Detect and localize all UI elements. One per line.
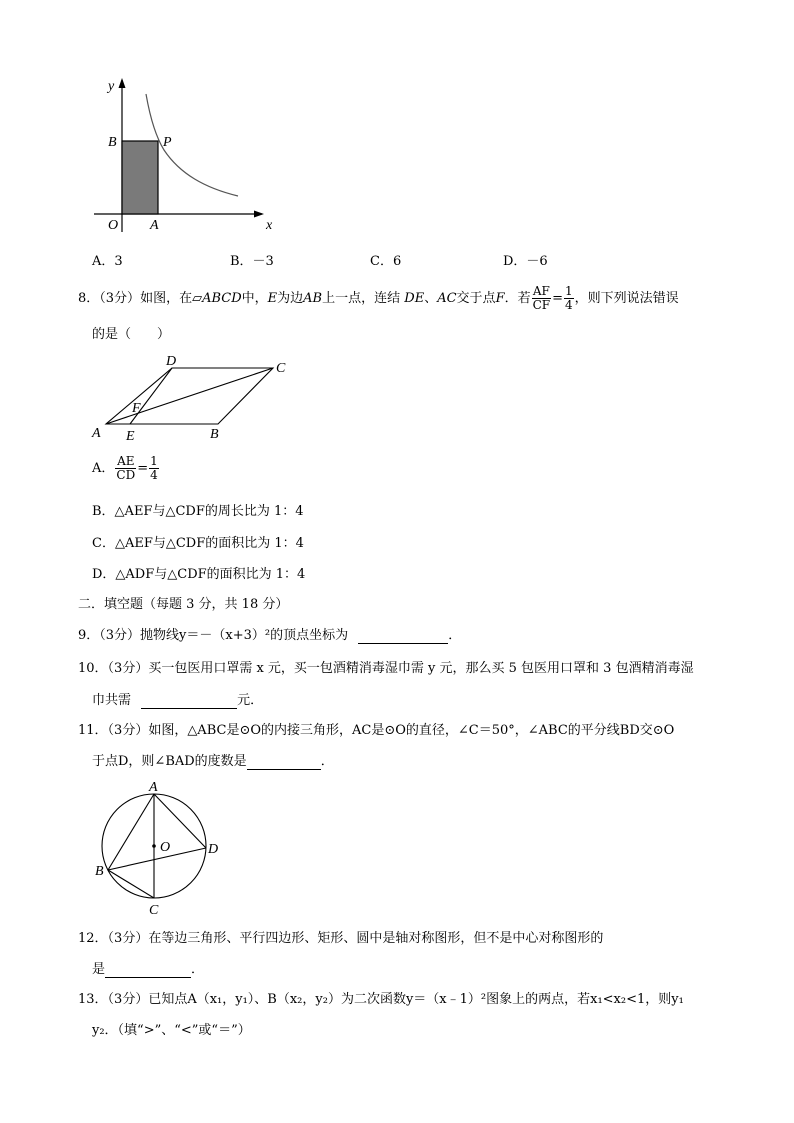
point-label-a: A — [150, 218, 159, 233]
q8-ac: AC — [437, 291, 457, 306]
label-c: C — [276, 361, 286, 376]
q11-figure — [92, 778, 232, 918]
q11-line2-start: 于点D，则∠BAD的度数是 — [92, 754, 247, 769]
q8-text: 、 — [424, 291, 438, 306]
label-b: B — [95, 864, 104, 879]
q8-option-b[interactable]: B．△AEF与△CDF的周长比为 1：4 — [92, 504, 304, 519]
q11-line2-end: ． — [320, 754, 334, 769]
label-a: A — [92, 426, 101, 441]
q8-opt-a-den: CD — [116, 468, 136, 482]
q7-option-a[interactable]: A．3 — [92, 254, 123, 269]
hyperbola-curve — [146, 94, 238, 196]
point-label-b: B — [108, 135, 117, 150]
point-label-o: O — [108, 218, 119, 233]
q8-option-d[interactable]: D．△ADF与△CDF的面积比为 1：4 — [92, 567, 306, 582]
label-d: D — [166, 354, 177, 369]
q11-answer-blank[interactable] — [247, 754, 321, 770]
q8-text: 如图，在▱ — [140, 291, 203, 306]
q8-text: 交于点 — [456, 291, 496, 306]
q8-figure — [88, 352, 298, 444]
q9-stem — [78, 624, 461, 644]
q10-line2-end: 元． — [237, 693, 264, 708]
q9-end: ． — [448, 628, 462, 643]
q8-eq: = — [552, 291, 564, 306]
segment-bc — [108, 870, 154, 898]
label-d: D — [208, 842, 219, 857]
q8-fraction — [532, 285, 552, 312]
label-e: E — [126, 429, 135, 444]
y-axis-arrow — [119, 78, 126, 88]
q10-line2 — [92, 689, 263, 709]
q8-text: ．若 — [504, 291, 531, 306]
q10-line1: 10．（3分）买一包医用口罩需 x 元，买一包酒精消毒湿巾需 y 元，那么买 5 包医用口罩和 3 包酒精消毒湿 — [78, 661, 694, 676]
label-c: C — [149, 903, 159, 918]
segment-ab — [108, 794, 154, 870]
q9-text: 9．（3分）抛物线y＝－（x+3）²的顶点坐标为 — [78, 628, 349, 643]
q8-de: DE — [404, 291, 425, 306]
q8-number: 8． — [78, 291, 100, 306]
q8-text: 上一点，连结 — [322, 291, 401, 306]
q7-option-d[interactable]: D．－6 — [503, 254, 548, 269]
axis-label-y: y — [108, 79, 115, 94]
q12-answer-blank[interactable] — [105, 962, 191, 978]
q12-line2-end: ． — [191, 962, 205, 977]
q8-opt-a-eq: = — [137, 461, 149, 476]
label-b: B — [210, 427, 219, 442]
q8-opt-a-val — [149, 455, 159, 482]
q8-text: ，则下列说法错误 — [574, 291, 679, 306]
q8-val-num: 1 — [565, 284, 573, 298]
q8-text: 为边 — [277, 291, 304, 306]
q8-opt-a-vnum: 1 — [150, 454, 158, 468]
segment-bd — [108, 848, 206, 870]
label-o: O — [160, 840, 171, 855]
q8-value — [564, 285, 574, 312]
q8-frac-num: AF — [532, 284, 550, 298]
q8-frac-den: CF — [532, 298, 551, 312]
q7-graph — [90, 72, 280, 240]
q11-line1: 11．（3分）如图，△ABC是⊙O的内接三角形，AC是⊙O的直径，∠C＝50°，∠ABC的平分线BD交⊙O — [78, 723, 675, 738]
q8-opt-a-num: AE — [117, 454, 135, 468]
axis-label-x: x — [266, 218, 273, 233]
q13-line2: y₂．（填“>”、“<”或“＝”） — [92, 1023, 251, 1038]
q8-score: （3分） — [99, 291, 141, 306]
q10-answer-blank[interactable] — [141, 693, 237, 709]
q8-stem-line1 — [78, 284, 679, 314]
section-2-heading: 二．填空题（每题 3 分，共 18 分） — [78, 597, 289, 612]
q7-option-c[interactable]: C．6 — [370, 254, 402, 269]
center-point-o — [152, 844, 156, 848]
q8-abcd: ABCD — [202, 291, 242, 306]
q12-line1: 12．（3分）在等边三角形、平行四边形、矩形、圆中是轴对称图形，但不是中心对称图形的 — [78, 931, 604, 946]
q8-val-den: 4 — [565, 298, 573, 312]
q8-ab: AB — [303, 291, 323, 306]
label-f: F — [132, 401, 141, 416]
q8-text: 中， — [241, 291, 268, 306]
q8-e: E — [267, 291, 278, 306]
q8-option-a[interactable] — [92, 454, 160, 484]
label-a: A — [149, 780, 158, 795]
shaded-rectangle — [122, 141, 158, 214]
q9-answer-blank[interactable] — [358, 628, 448, 644]
q12-line2-start: 是 — [92, 962, 106, 977]
x-axis-arrow — [254, 211, 264, 218]
point-label-p: P — [163, 135, 172, 150]
q8-opt-a-prefix: A． — [92, 461, 115, 476]
q12-line2 — [92, 958, 204, 978]
q10-line2-start: 巾共需 — [92, 693, 132, 708]
q13-line1: 13．（3分）已知点A（x₁，y₁）、B（x₂，y₂）为二次函数y＝（x﹣1）²图象上的两点，若x₁<x₂<1，则y₁ — [78, 992, 684, 1007]
q8-opt-a-vden: 4 — [150, 468, 158, 482]
q7-option-b[interactable]: B．－3 — [230, 254, 274, 269]
q8-opt-a-frac — [115, 455, 136, 482]
q8-stem-line2: 的是（ ） — [92, 327, 171, 342]
q8-option-c[interactable]: C．△AEF与△CDF的面积比为 1：4 — [92, 536, 304, 551]
q11-line2 — [92, 750, 334, 770]
q8-f: F — [495, 291, 505, 306]
